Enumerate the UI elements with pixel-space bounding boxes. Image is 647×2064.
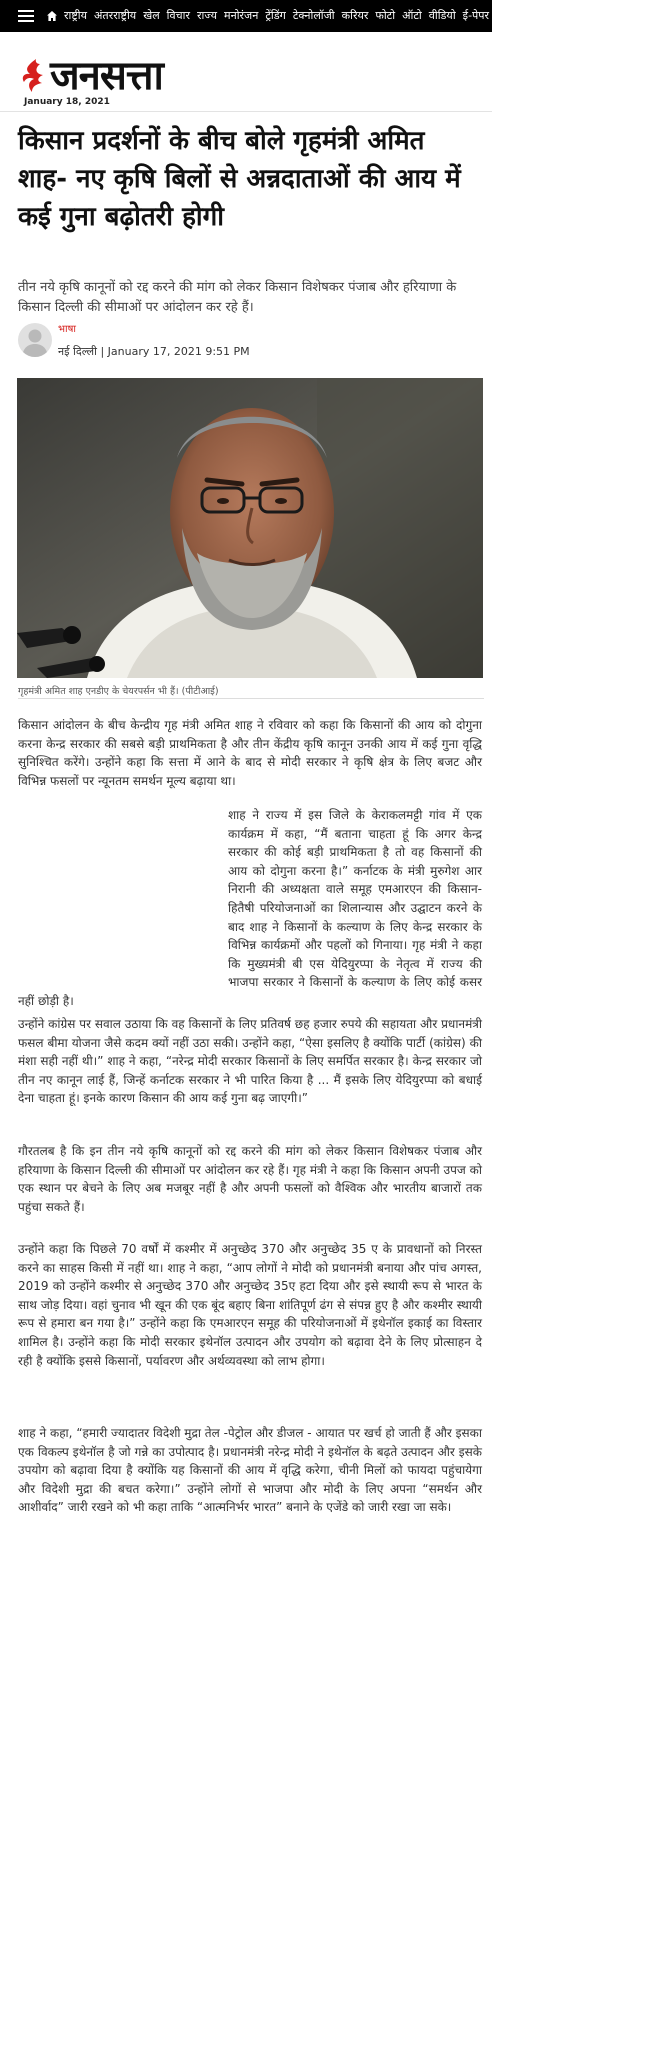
article-hero-image	[17, 378, 483, 678]
user-silhouette-icon	[18, 323, 52, 357]
ad-placeholder	[18, 806, 228, 976]
article-paragraph: किसान आंदोलन के बीच केन्द्रीय गृह मंत्री अमित शाह ने रविवार को कहा कि किसानों की आय को दोगुना करना केन्द्र सरकार की सबसे बड़ी प्राथमिकता है और तीन केंद्रीय कृषि कानून उनकी आय में कई गुना वृद्धि सुनिश्चित करेंगे। उन्होंने कहा कि सत्ता में आने के बाद से मोदी सरकार ने कृषि क्षेत्र के लिए बजट और विभिन्न फसलों पर न्यूनतम समर्थन मूल्य बढ़ाया था।	[18, 718, 482, 788]
article-paragraph: उन्होंने कहा कि पिछले 70 वर्षों में कश्मीर में अनुच्छेद 370 और अनुच्छेद 35 ए के प्रावधानों को निरस्त करने का साहस किसी में नहीं था। शाह ने कहा, “आप लोगों ने मोदी को प्रधानमंत्री बनाया और पांच अगस्त, 2019 को उन्होंने कश्मीर से अनुच्छेद 370 और अनुच्छेद 35ए हटा दिया और इसे स्थायी रूप से भारत के साथ जोड़ दिया। वहां चुनाव भी खून की एक बूंद बहाए बिना शांतिपूर्ण ढंग से संपन्न हुए है और कश्मीर स्थायी रूप से हमारा बन गया है।” उन्होंने कहा कि एमआरएन समूह की परियोजनाओं में इथेनॉल इकाई का विस्तार शामिल है। उन्होंने कहा कि मोदी सरकार इथेनॉल उत्पादन और उपयोग को बढ़ावा देने के लिए प्रोत्साहन दे रही है क्योंकि इससे किसानों, पर्यावरण और अर्थव्यवस्था को लाभ होगा।	[18, 1242, 482, 1368]
paragraph-text: शाह ने राज्य में इस जिले के केराकलमट्टी गांव में एक कार्यक्रम में कहा, “मैं बताना चाहता हूं कि अगर केन्द्र सरकार की कोई बड़ी प्राथमिकता है तो वह किसानों की आय को दोगुना करना है।” कर्नाटक के मंत्री मुरुगेश आर निरानी की अध्यक्षता वाले समूह एमआरएन की किसान-हितैषी परियोजनाओं का शिलान्यास और उद्घाटन करने के बाद शाह ने किसानों के कल्याण के लिए केन्द्र सरकार के विभिन्न कार्यक्रमों और पहलों को गिनाया। गृह मंत्री ने कहा कि मुख्यमंत्री बी एस येदियुरप्पा के नेतृत्व में राज्य की भाजपा सरकार ने किसानों के कल्याण के लिए कोई कसर नहीं छोड़ी है।	[18, 808, 482, 1008]
article-headline: किसान प्रदर्शनों के बीच बोले गृहमंत्री अमित शाह- नए कृषि बिलों से अन्नदाताओं की आय में कई गुना बढ़ोतरी होगी	[18, 126, 461, 232]
nav-item[interactable]: खेल	[143, 9, 160, 22]
flame-logo-icon	[18, 57, 48, 95]
portrait-illustration	[17, 378, 483, 678]
brand-logo[interactable]	[18, 52, 163, 99]
article-paragraph	[18, 806, 482, 1011]
divider	[18, 698, 484, 699]
nav-item[interactable]: मनोरंजन	[224, 9, 259, 22]
nav-item[interactable]: राष्ट्रीय	[64, 9, 88, 22]
nav-item[interactable]: करियर	[341, 9, 369, 22]
brand-name: जनसत्ता	[50, 52, 163, 99]
nav-item[interactable]: ई-पेपर	[462, 9, 490, 22]
nav-item[interactable]: विचार	[166, 9, 190, 22]
home-icon[interactable]	[46, 10, 58, 22]
nav-item[interactable]: ऑटो	[402, 9, 422, 22]
top-navigation-bar	[0, 0, 492, 32]
byline	[18, 321, 250, 359]
article-paragraph: शाह ने कहा, “हमारी ज्यादातर विदेशी मुद्रा तेल -पेट्रोल और डीजल - आयात पर खर्च हो जाती हैं और इसका एक विकल्प इथेनॉल है जो गन्ने का उपोत्पाद है। प्रधानमंत्री नरेन्द्र मोदी ने इथेनॉल के बढ़ते उत्पादन और इसके उपयोग को बढ़ावा दिया है क्योंकि यह किसानों की आय में वृद्धि करेगा, चीनी मिलों को फायदा पहुंचायेगा और विदेशी मुद्रा की बचत करेगा।” उन्होंने लोगों से भाजपा और मोदी के लिए अपना “समर्थन और आशीर्वाद” जारी रखने को भी कहा ताकि “आत्मनिर्भर भारत” बनाने के एजेंडे को जारी रखा जा सके।	[18, 1426, 482, 1515]
nav-item[interactable]: अंतरराष्ट्रीय	[94, 9, 137, 22]
nav-item[interactable]: वीडियो	[428, 9, 456, 22]
menu-icon[interactable]	[18, 10, 34, 22]
nav-item[interactable]: फोटो	[375, 9, 396, 22]
image-caption: गृहमंत्री अमित शाह एनडीए के चेयरपर्सन भी हैं। (पीटीआई)	[18, 686, 219, 697]
nav-item[interactable]: ट्रेंडिंग	[265, 9, 286, 22]
nav-item[interactable]: राज्य	[196, 9, 218, 22]
author-avatar	[18, 323, 52, 357]
article-paragraph: गौरतलब है कि इन तीन नये कृषि कानूनों को रद्द करने की मांग को लेकर किसान विशेषकर पंजाब और हरियाणा के किसान दिल्ली की सीमाओं पर आंदोलन कर रहे हैं। गृह मंत्री ने कहा कि किसान अपनी उपज को एक स्थान पर बेचने के लिए अब मजबूर नहीं है और अपनी फसलों को वैश्विक और भारतीय बाजारों तक पहुंचा सकते हैं।	[18, 1144, 482, 1214]
nav-item[interactable]: टेक्नोलॉजी	[292, 9, 335, 22]
nav-menu	[64, 0, 492, 32]
article-paragraph: उन्होंने कांग्रेस पर सवाल उठाया कि वह किसानों के लिए प्रतिवर्ष छह हजार रुपये की सहायता और प्रधानमंत्री फसल बीमा योजना जैसे कदम क्यों नहीं उठा सकी। उन्होंने कहा, “ऐसा इसलिए है क्योंकि पार्टी (कांग्रेस) की मंशा सही नहीं थी।” शाह ने कहा, “नरेन्द्र मोदी सरकार किसानों के लिए समर्पित सरकार है। केन्द्र सरकार जो तीन नए कानून लाई हैं, जिन्हें कर्नाटक सरकार ने भी पारित किया है ... मैं इसके लिए येदियुरप्पा को बधाई देना चाहता हूं। इनके कारण किसान की आय कई गुना बढ़ जाएगी।”	[18, 1017, 482, 1106]
author-link[interactable]: भाषा	[58, 324, 76, 335]
location-date: नई दिल्ली | January 17, 2021 9:51 PM	[58, 345, 250, 358]
article-summary: तीन नये कृषि कानूनों को रद्द करने की मांग को लेकर किसान विशेषकर पंजाब और हरियाणा के किसान दिल्ली की सीमाओं पर आंदोलन कर रहे हैं।	[18, 280, 457, 315]
edition-date: January 18, 2021	[24, 97, 110, 107]
divider	[0, 111, 492, 112]
